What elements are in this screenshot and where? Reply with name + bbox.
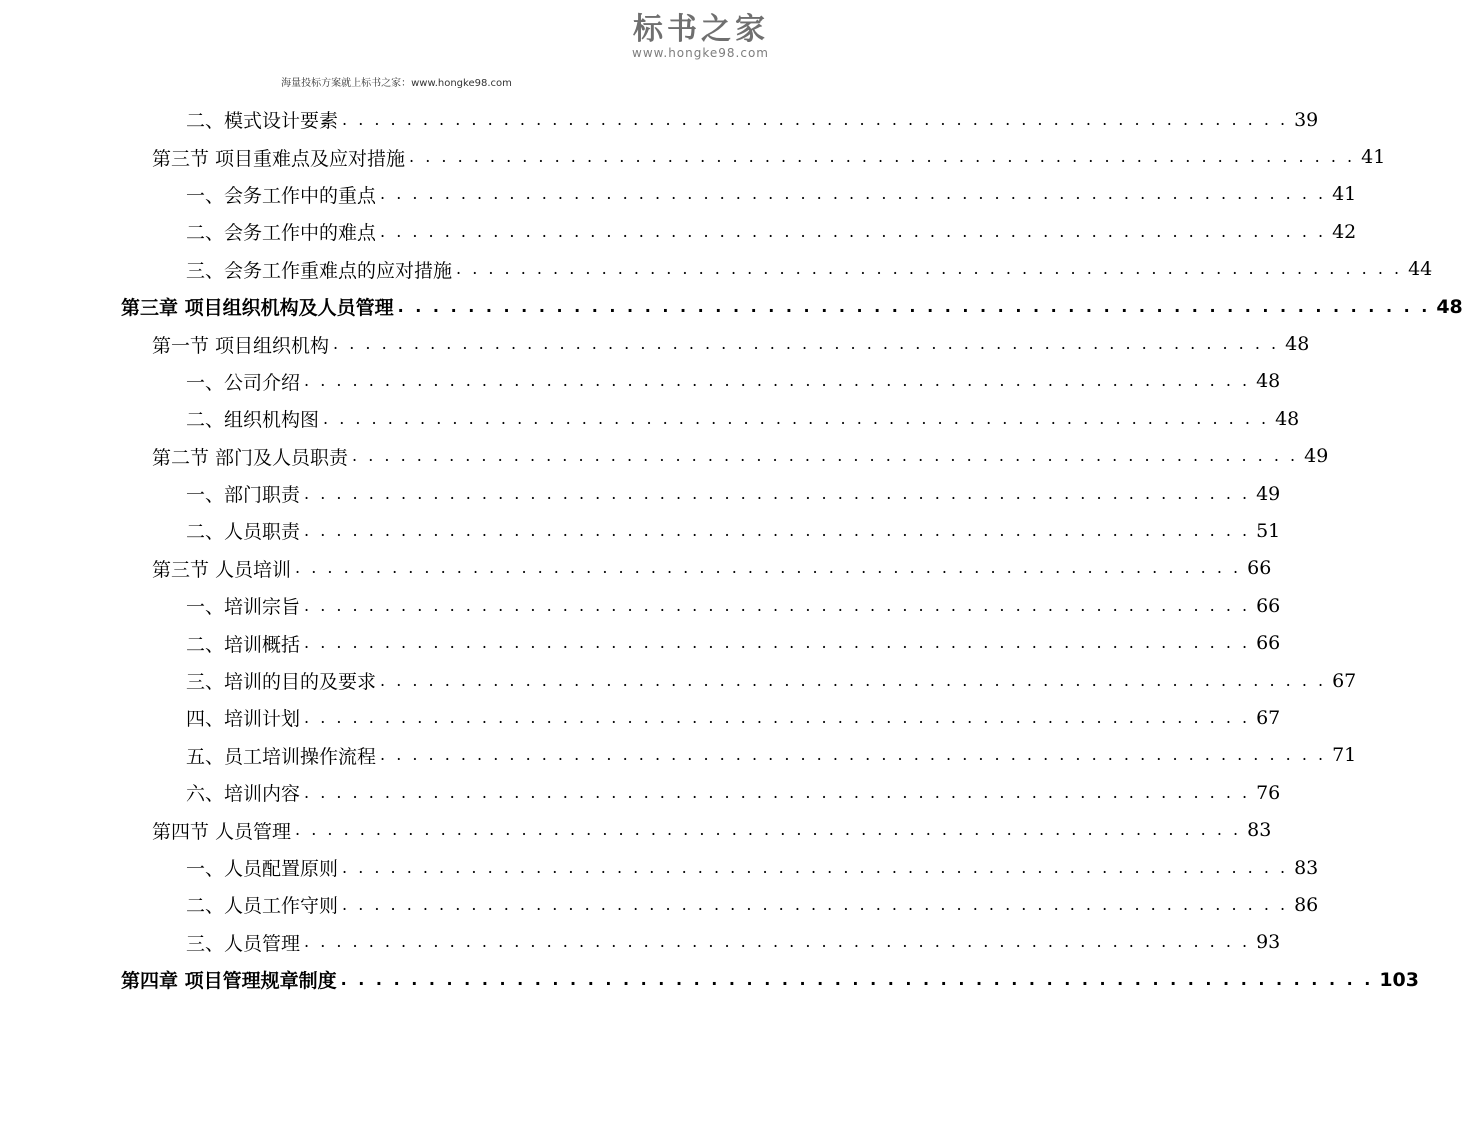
toc-leader-dots: . . . . . . . . . . . . . . . . . . . . . . . . . . . . . . . . . . . . . . . . . . . . . . . . . . . . . . . . . . . xyxy=(304,782,1251,802)
toc-page-number: 49 xyxy=(1256,482,1281,505)
toc-subsection-row[interactable] xyxy=(0,924,1281,961)
toc-page-number: 48 xyxy=(1436,295,1463,318)
toc-entry-title: 二、会务工作中的难点 xyxy=(186,222,377,245)
toc-entry-title: 五、员工培训操作流程 xyxy=(186,745,377,768)
toc-leader-dots: . . . . . . . . . . . . . . . . . . . . . . . . . . . . . . . . . . . . . . . . . . . . . . . . . . . . . . . . . . . xyxy=(380,670,1327,690)
toc-entry-title: 三、会务工作重难点的应对措施 xyxy=(186,259,453,282)
toc-page-number: 49 xyxy=(1304,445,1329,468)
toc-entry-title: 六、培训内容 xyxy=(186,783,301,806)
toc-leader-dots: . . . . . . . . . . . . . . . . . . . . . . . . . . . . . . . . . . . . . . . . . . . . . . . . . . . . . . . . . . . xyxy=(295,558,1242,578)
toc-subsection-row[interactable] xyxy=(0,363,1281,400)
toc-section-row[interactable] xyxy=(0,325,1310,362)
toc-page-number: 48 xyxy=(1256,370,1281,393)
toc-entry-title: 一、会务工作中的重点 xyxy=(186,184,377,207)
toc-section-row[interactable] xyxy=(0,438,1329,475)
toc-leader-dots: . . . . . . . . . . . . . . . . . . . . . . . . . . . . . . . . . . . . . . . . . . . . . . . . . . . . . . . . . . . xyxy=(380,184,1327,204)
toc-leader-dots: . . . . . . . . . . . . . . . . . . . . . . . . . . . . . . . . . . . . . . . . . . . . . . . . . . . . . . . . . . . xyxy=(380,745,1327,765)
toc-page-number: 67 xyxy=(1332,669,1357,692)
toc-subsection-row[interactable] xyxy=(0,662,1357,699)
toc-page-number: 71 xyxy=(1332,744,1357,767)
toc-page-number: 93 xyxy=(1256,931,1281,954)
toc-page-number: 66 xyxy=(1256,632,1281,655)
toc-entry-title: 二、培训概括 xyxy=(186,633,301,656)
site-logo xyxy=(632,14,769,60)
toc-leader-dots: . . . . . . . . . . . . . . . . . . . . . . . . . . . . . . . . . . . . . . . . . . . . . . . . . . . . . . . . . . . xyxy=(342,857,1289,877)
toc-subsection-row[interactable] xyxy=(0,176,1357,213)
toc-entry-title: 第四章 项目管理规章制度 xyxy=(121,970,337,993)
toc-chapter-row[interactable] xyxy=(0,961,1419,998)
toc-subsection-row[interactable] xyxy=(0,624,1281,661)
toc-page-number: 76 xyxy=(1256,781,1281,804)
toc-page-number: 66 xyxy=(1256,594,1281,617)
toc-leader-dots: . . . . . . . . . . . . . . . . . . . . . . . . . . . . . . . . . . . . . . . . . . . . . . . . . . . . . . . . . . . xyxy=(304,595,1251,615)
toc-leader-dots: . . . . . . . . . . . . . . . . . . . . . . . . . . . . . . . . . . . . . . . . . . . . . . . . . . . . . . . . . . . xyxy=(456,259,1403,279)
toc-leader-dots: . . . . . . . . . . . . . . . . . . . . . . . . . . . . . . . . . . . . . . . . . . . . . . . . . . . . . . . . . . . xyxy=(304,520,1251,540)
toc-entry-title: 四、培训计划 xyxy=(186,708,301,731)
toc-entry-title: 一、公司介绍 xyxy=(186,371,301,394)
logo-title: 标书之家 xyxy=(633,12,769,47)
toc-entry-title: 二、模式设计要素 xyxy=(186,110,339,133)
toc-page-number: 51 xyxy=(1256,519,1281,542)
toc-section-row[interactable] xyxy=(0,138,1386,175)
toc-subsection-row[interactable] xyxy=(0,886,1319,923)
toc-entry-title: 二、人员职责 xyxy=(186,521,301,544)
toc-page-number: 67 xyxy=(1256,706,1281,729)
toc-page-number: 83 xyxy=(1247,819,1272,842)
toc-subsection-row[interactable] xyxy=(0,213,1357,250)
toc-page-number: 83 xyxy=(1294,856,1319,879)
toc-entry-title: 一、培训宗旨 xyxy=(186,596,301,619)
toc-page-number: 39 xyxy=(1294,108,1319,131)
toc-leader-dots: . . . . . . . . . . . . . . . . . . . . . . . . . . . . . . . . . . . . . . . . . . . . . . . . . . . . . . . . . . . xyxy=(304,707,1251,727)
toc-subsection-row[interactable] xyxy=(0,587,1281,624)
toc-leader-dots: . . . . . . . . . . . . . . . . . . . . . . . . . . . . . . . . . . . . . . . . . . . . . . . . . . . . . . . . . . . xyxy=(295,820,1242,840)
toc-page-number: 86 xyxy=(1294,893,1319,916)
toc-entry-title: 三、人员管理 xyxy=(186,932,301,955)
page-header-text: 海量投标方案就上标书之家：www.hongke98.com xyxy=(281,78,512,89)
toc-page-number: 42 xyxy=(1332,220,1357,243)
toc-leader-dots: . . . . . . . . . . . . . . . . . . . . . . . . . . . . . . . . . . . . . . . . . . . . . . . . . . . . . . . . . . . xyxy=(304,932,1251,952)
toc-leader-dots: . . . . . . . . . . . . . . . . . . . . . . . . . . . . . . . . . . . . . . . . . . . . . . . . . . . . . . . . . . . xyxy=(342,894,1289,914)
toc-page-number: 41 xyxy=(1361,146,1386,169)
toc-page-number: 41 xyxy=(1332,183,1357,206)
toc-entry-title: 第三节 人员培训 xyxy=(152,558,292,581)
toc-page-number: 48 xyxy=(1275,407,1300,430)
toc-subsection-row[interactable] xyxy=(0,251,1433,288)
table-of-contents xyxy=(0,101,1463,998)
toc-subsection-row[interactable] xyxy=(0,737,1357,774)
toc-entry-title: 第四节 人员管理 xyxy=(152,820,292,843)
toc-subsection-row[interactable] xyxy=(0,475,1281,512)
toc-leader-dots: . . . . . . . . . . . . . . . . . . . . . . . . . . . . . . . . . . . . . . . . . . . . . . . . . . . . . . . . . . . xyxy=(409,147,1356,167)
toc-entry-title: 二、组织机构图 xyxy=(186,409,320,432)
toc-leader-dots: . . . . . . . . . . . . . . . . . . . . . . . . . . . . . . . . . . . . . . . . . . . . . . . . . . . . . . . . . . . xyxy=(304,633,1251,653)
toc-leader-dots: . . . . . . . . . . . . . . . . . . . . . . . . . . . . . . . . . . . . . . . . . . . . . . . . . . . . . . . . . . . xyxy=(323,408,1270,428)
toc-page-number: 66 xyxy=(1247,557,1272,580)
toc-subsection-row[interactable] xyxy=(0,101,1319,138)
toc-subsection-row[interactable] xyxy=(0,512,1281,549)
toc-leader-dots: . . . . . . . . . . . . . . . . . . . . . . . . . . . . . . . . . . . . . . . . . . . . . . . . . . . . . . . . . . . xyxy=(397,296,1431,316)
toc-subsection-row[interactable] xyxy=(0,774,1281,811)
toc-entry-title: 一、部门职责 xyxy=(186,484,301,507)
toc-entry-title: 第三章 项目组织机构及人员管理 xyxy=(121,297,394,320)
toc-leader-dots: . . . . . . . . . . . . . . . . . . . . . . . . . . . . . . . . . . . . . . . . . . . . . . . . . . . . . . . . . . . xyxy=(342,109,1289,129)
toc-entry-title: 第三节 项目重难点及应对措施 xyxy=(152,147,406,170)
logo-url: www.hongke98.com xyxy=(632,46,769,60)
toc-entry-title: 第二节 部门及人员职责 xyxy=(152,446,349,469)
toc-leader-dots: . . . . . . . . . . . . . . . . . . . . . . . . . . . . . . . . . . . . . . . . . . . . . . . . . . . . . . . . . . . xyxy=(304,371,1251,391)
toc-entry-title: 一、人员配置原则 xyxy=(186,858,339,880)
toc-subsection-row[interactable] xyxy=(0,699,1281,736)
toc-leader-dots: . . . . . . . . . . . . . . . . . . . . . . . . . . . . . . . . . . . . . . . . . . . . . . . . . . . . . . . . . . . xyxy=(380,221,1327,241)
toc-leader-dots: . . . . . . . . . . . . . . . . . . . . . . . . . . . . . . . . . . . . . . . . . . . . . . . . . . . . . . . . . . . xyxy=(333,334,1280,354)
toc-leader-dots: . . . . . . . . . . . . . . . . . . . . . . . . . . . . . . . . . . . . . . . . . . . . . . . . . . . . . . . . . . . xyxy=(304,483,1251,503)
toc-subsection-row[interactable] xyxy=(0,849,1319,886)
toc-entry-title: 三、培训的目的及要求 xyxy=(186,671,377,694)
toc-page-number: 103 xyxy=(1379,968,1419,991)
toc-subsection-row[interactable] xyxy=(0,400,1300,437)
toc-leader-dots: . . . . . . . . . . . . . . . . . . . . . . . . . . . . . . . . . . . . . . . . . . . . . . . . . . . . . . . . . . . xyxy=(352,446,1299,466)
toc-section-row[interactable] xyxy=(0,550,1272,587)
toc-chapter-row[interactable] xyxy=(0,288,1463,325)
toc-entry-title: 第一节 项目组织机构 xyxy=(152,334,330,357)
toc-leader-dots: . . . . . . . . . . . . . . . . . . . . . . . . . . . . . . . . . . . . . . . . . . . . . . . . . . . . . . . . . . . xyxy=(340,969,1374,989)
toc-page-number: 48 xyxy=(1285,333,1310,356)
toc-entry-title: 二、人员工作守则 xyxy=(186,895,339,918)
toc-page-number: 44 xyxy=(1408,258,1433,281)
toc-section-row[interactable] xyxy=(0,811,1272,848)
